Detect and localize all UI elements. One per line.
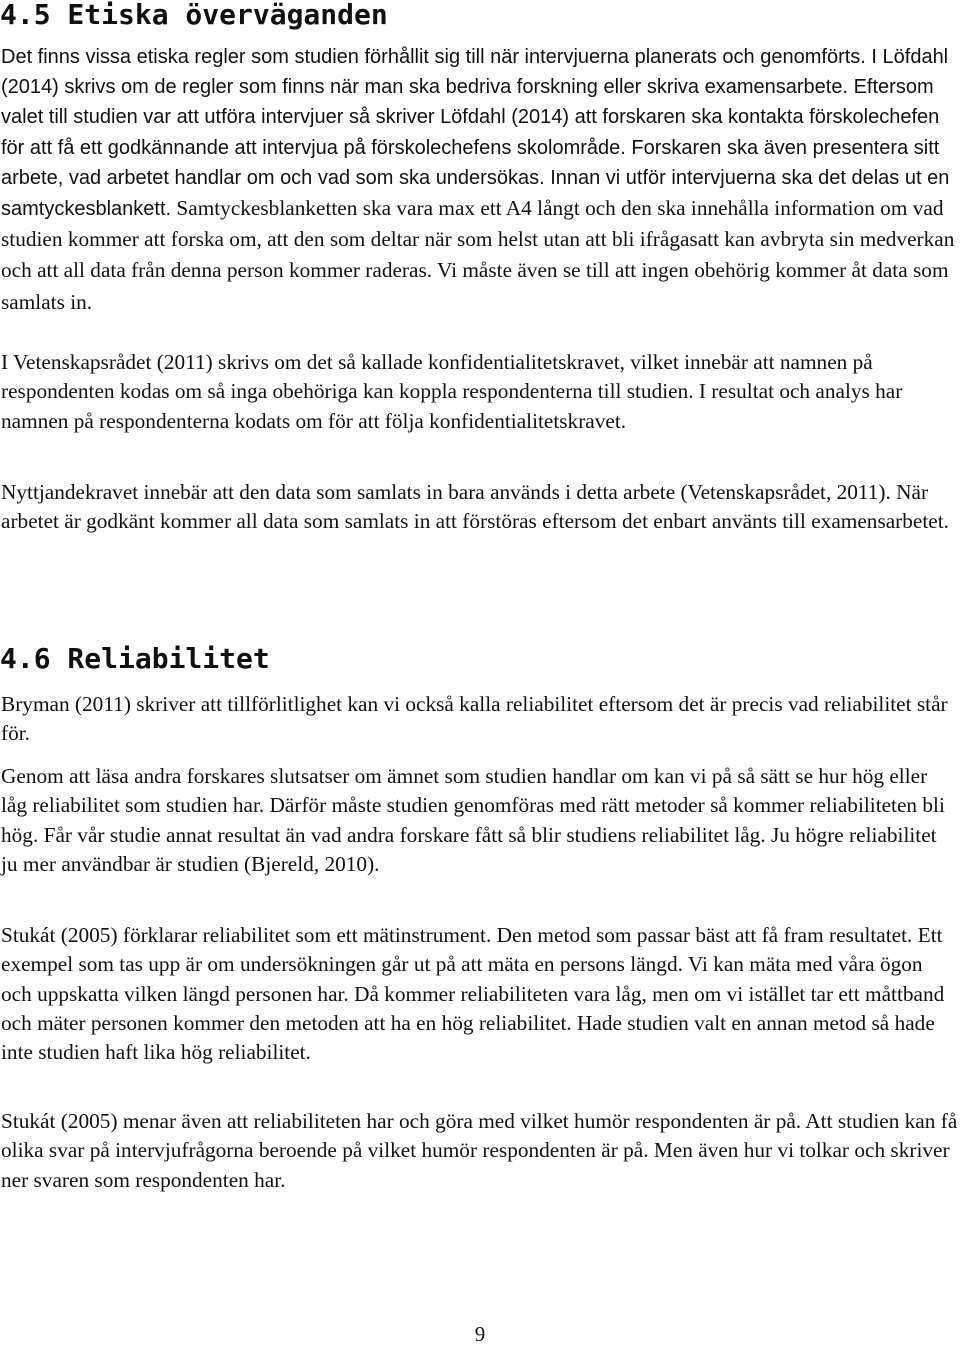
paragraph-nyttjandekrav: Nyttjandekravet innebär att den data som samlats in bara används i detta arbete (Vetenskapsrådet, 2011). När arbetet är godkänt kommer all data som samlats in att förstöras eftersom det enbart använts till examensarbetet. xyxy=(1,480,949,534)
paragraph-etiska-regler xyxy=(1,43,958,319)
paragraph-konfidentialitet: I Vetenskapsrådet (2011) skrivs om det så kallade konfidentialitetskravet, vilket innebär att namnen på respondenten kodas om så inga obehöriga kan koppla respondenterna till studien. I resultat och analys har namnen på respondenterna kodats om för att följa konfidentialitetskravet. xyxy=(1,350,903,433)
section-heading-etiska: 4.5 Etiska överväganden xyxy=(0,0,388,31)
paragraph-text-sans: Det finns vissa etiska regler som studien förhållit sig till när intervjuerna planerats och genomförts. I Löfdahl (2014) skrivs om de regler som finns när man ska bedriva forskning eller skriva examensarbete. Eftersom valet till studien var att utföra intervjuer så skriver Löfdahl (2014) att forskaren ska kontakta förskolechefen för att få ett godkännande att intervjua på förskolechefens skolområde. Forskaren ska även presentera sitt arbete, vad arbetet handlar om och vad som ska undersökas. Innan vi utför intervjuerna ska det delas ut en samtyckesblankett. xyxy=(1,46,950,221)
paragraph-forskares-slutsatser: Genom att läsa andra forskares slutsatser om ämnet som studien handlar om kan vi på så sätt se hur hög eller låg reliabilitet som studien har. Därför måste studien genomföras med rätt metoder så kommer reliabiliteten bli hög. Får vår studie annat resultat än vad andra forskare fått så blir studiens reliabilitet låg. Ju högre reliabilitet ju mer användbar är studien (Bjereld, 2010). xyxy=(1,764,945,876)
paragraph-humor: Stukát (2005) menar även att reliabiliteten har och göra med vilket humör respondenten är på. Att studien kan få olika svar på intervjufrågorna beroende på vilket humör respondenten är på. Men även hur vi tolkar och skriver ner svaren som respondenten har. xyxy=(1,1109,958,1192)
section-heading-reliabilitet: 4.6 Reliabilitet xyxy=(0,642,270,675)
page-number: 9 xyxy=(474,1322,486,1346)
paragraph-matinstrument: Stukát (2005) förklarar reliabilitet som ett mätinstrument. Den metod som passar bäst att få fram resultatet. Ett exempel som tas upp är om undersökningen går ut på att mäta en persons längd. Vi kan mäta med våra ögon och uppskatta vilken längd personen har. Då kommer reliabiliteten vara låg, men om vi istället tar ett måttband och mäter personen kommer den metoden att ha en hög reliabilitet. Hade studien valt en annan metod så hade inte studien haft lika hög reliabilitet. xyxy=(1,923,945,1065)
paragraph-text-serif: Samtyckesblanketten ska vara max ett A4 långt och den ska innehålla information om vad studien kommer att forska om, att den som deltar när som helst utan att bli ifrågasatt kan avbryta sin medverkan och att all data från denna person kommer raderas. Vi måste även se till att ingen obehörig kommer åt data som samlats in. xyxy=(1,196,955,314)
paragraph-bryman: Bryman (2011) skriver att tillförlitlighet kan vi också kalla reliabilitet eftersom det är precis vad reliabilitet står för. xyxy=(1,692,948,746)
